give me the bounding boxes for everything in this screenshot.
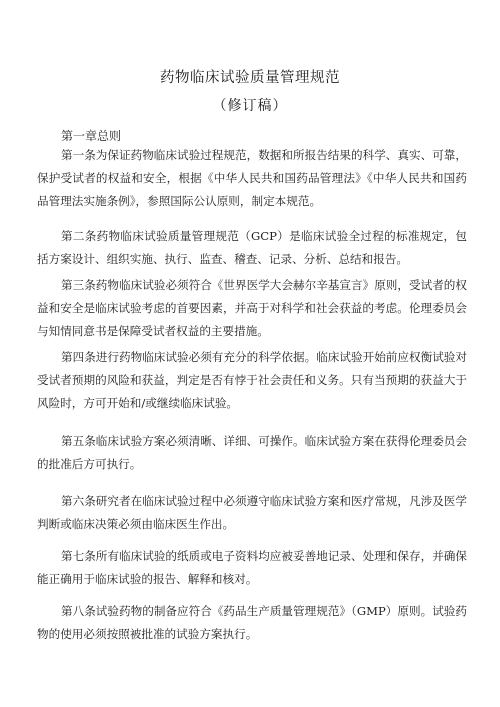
- article-6-paragraph: 第六条研究者在临床试验过程中必须遵守临床试验方案和医疗常规，凡涉及医学判断或临床决策必须由临床医生作出。: [37, 494, 467, 531]
- article-5-paragraph: 第五条临床试验方案必须清晰、详细、可操作。临床试验方案在获得伦理委员会的批准后方可执行。: [37, 434, 467, 471]
- article-8-paragraph: 第八条试验药物的制备应符合《药品生产质量管理规范》（GMP）原则。试验药物的使用必须按照被批准的试验方案执行。: [37, 604, 467, 641]
- document-title: 药物临床试验质量管理规范: [160, 70, 340, 86]
- article-4-paragraph: 第四条进行药物临床试验必须有充分的科学依据。临床试验开始前应权衡试验对受试者预期的风险和获益，判定是否有悖于社会责任和义务。只有当预期的获益大于风险时，方可开始和/或继续临床试验。: [37, 350, 467, 410]
- document-subtitle: （修订稿）: [212, 98, 288, 114]
- article-3-paragraph: 第三条药物临床试验必须符合《世界医学大会赫尔辛基宣言》原则，受试者的权益和安全是临床试验考虑的首要因素，并高于对科学和社会获益的考虑。伦理委员会与知情同意书是保障受试者权益的主要措施。: [37, 278, 467, 338]
- chapter-heading: 第一章总则: [61, 129, 122, 143]
- article-1-paragraph: 第一条为保证药物临床试验过程规范，数据和所报告结果的科学、真实、可靠，保护受试者的权益和安全，根据《中华人民共和国药品管理法》《中华人民共和国药品管理法实施条例》，参照国际公认原则，制定本规范。: [37, 148, 467, 208]
- article-2-paragraph: 第二条药物临床试验质量管理规范（GCP）是临床试验全过程的标准规定，包括方案设计、组织实施、执行、监查、稽查、记录、分析、总结和报告。: [37, 229, 467, 266]
- article-7-paragraph: 第七条所有临床试验的纸质或电子资料均应被妥善地记录、处理和保存，并确保能正确用于临床试验的报告、解释和核对。: [37, 549, 467, 586]
